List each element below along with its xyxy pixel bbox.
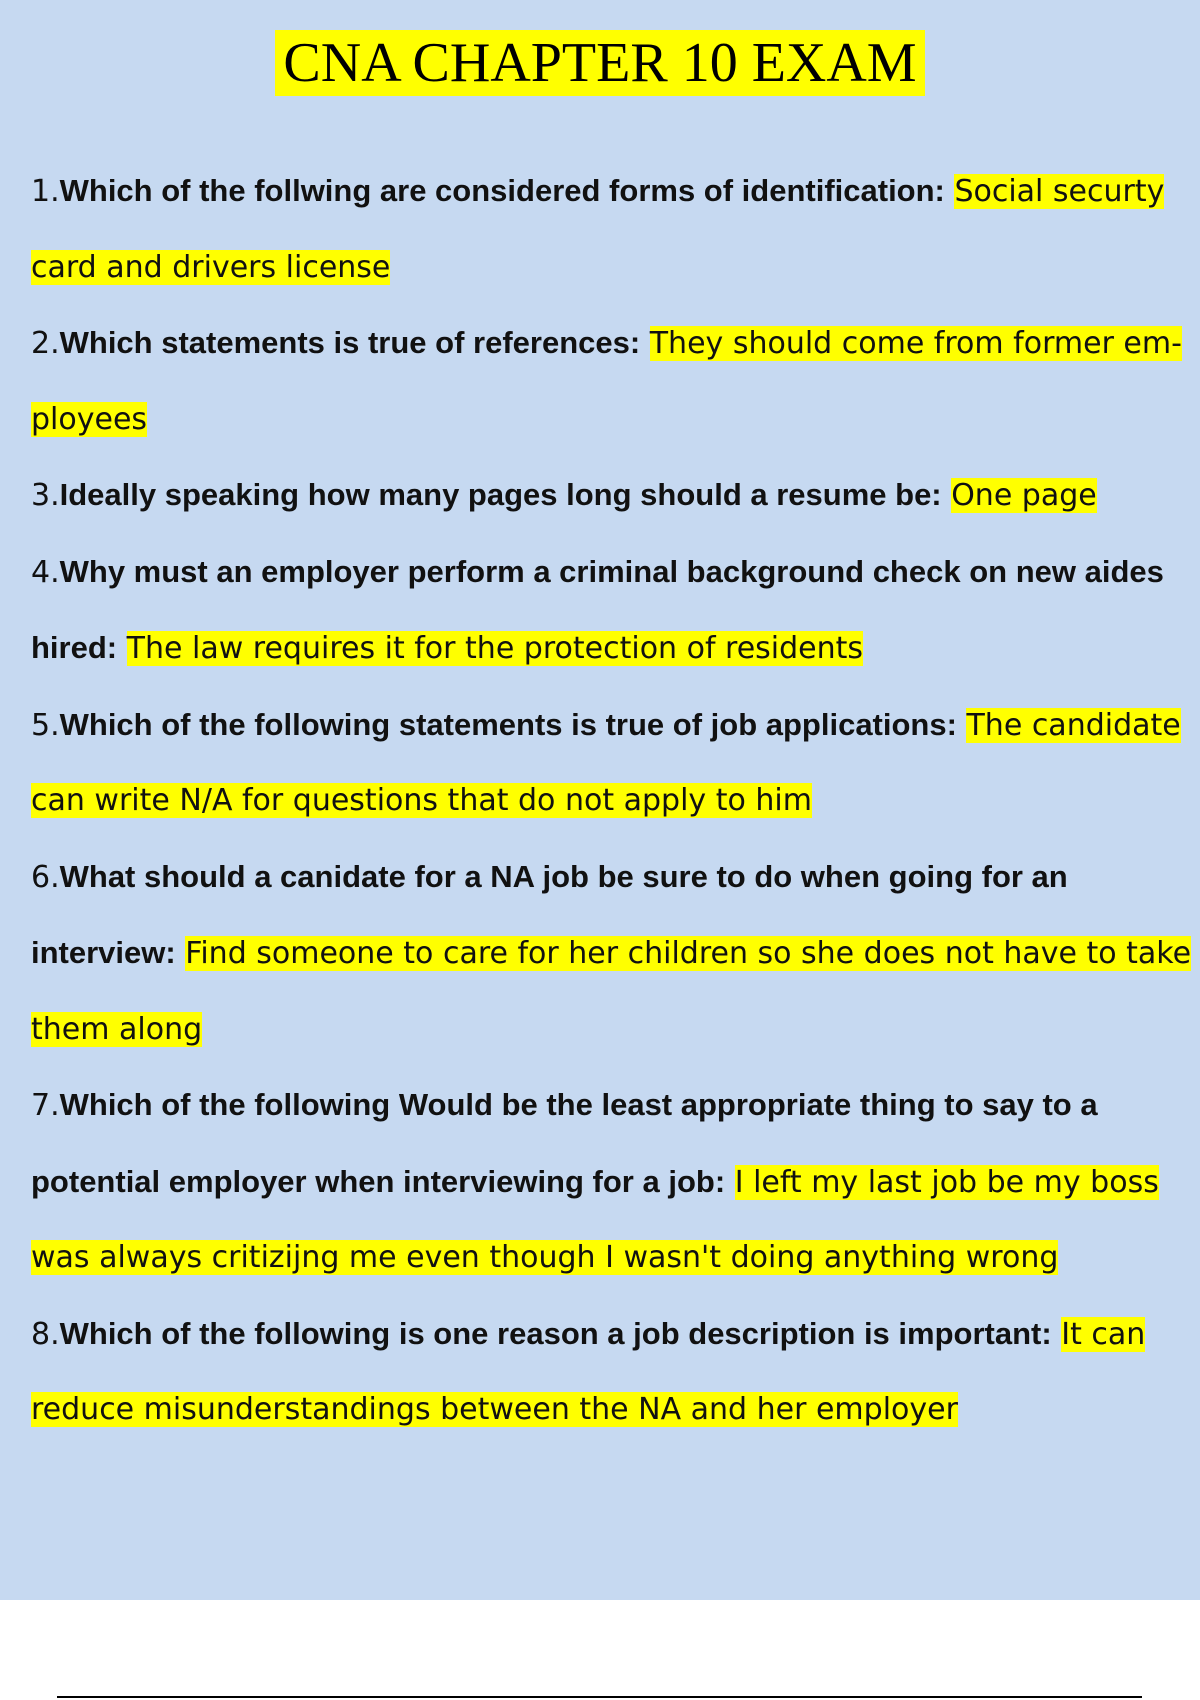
question-text: Ideally speaking how many pages long should a resume be: — [59, 477, 942, 512]
title-container — [0, 30, 1200, 96]
question-item-2 — [31, 305, 1196, 457]
answer-text: They should come from former em- ployees — [31, 326, 1182, 437]
question-item-8 — [31, 1296, 1196, 1448]
answer-text: One page — [951, 478, 1097, 513]
question-number: 4. — [31, 554, 60, 590]
question-number: 8. — [31, 1316, 60, 1352]
page-title: CNA CHAPTER 10 EXAM — [275, 30, 924, 96]
question-text: Why must an employer perform a criminal background check on new aides hired: — [31, 553, 1164, 665]
question-item-6 — [31, 839, 1196, 1068]
answer-text: Social securty card and drivers license — [31, 174, 1165, 285]
question-number: 6. — [31, 859, 60, 895]
footer-divider — [57, 1696, 1142, 1698]
question-number: 3. — [31, 478, 60, 513]
question-text: Which statements is true of references: — [59, 325, 641, 360]
question-item-4 — [31, 534, 1196, 687]
question-list — [31, 153, 1196, 1448]
question-text: Which of the following Would be the least appropriate thing to say to a potential employer when interviewing for a job: — [31, 1087, 1098, 1199]
question-number: 2. — [31, 326, 60, 361]
answer-text: The candidate can write N/A for questions that do not apply to him — [31, 707, 1181, 818]
question-item-7 — [31, 1067, 1196, 1296]
question-item-3 — [31, 457, 1196, 534]
question-text: Which of the follwing are considered forms of identification: — [59, 173, 945, 208]
answer-text: It can reduce misunderstandings between the NA and her employer — [31, 1316, 1146, 1427]
question-number: 1. — [31, 174, 60, 209]
question-item-5 — [31, 687, 1196, 839]
question-number: 5. — [31, 707, 60, 743]
question-number: 7. — [31, 1088, 60, 1123]
question-text: Which of the following is one reason a job description is important: — [59, 1315, 1052, 1351]
answer-text: The law requires it for the protection of residents — [126, 631, 864, 666]
question-item-1 — [31, 153, 1196, 305]
question-text: What should a canidate for a NA job be sure to do when going for an interview: — [31, 858, 1068, 970]
question-text: Which of the following statements is true of job applications: — [59, 706, 957, 742]
answer-text: Find someone to care for her children so she does not have to take them along — [31, 936, 1192, 1047]
answer-text: I left my last job be my boss was always critizijng me even though I wasn't doing anything wrong — [31, 1164, 1159, 1275]
